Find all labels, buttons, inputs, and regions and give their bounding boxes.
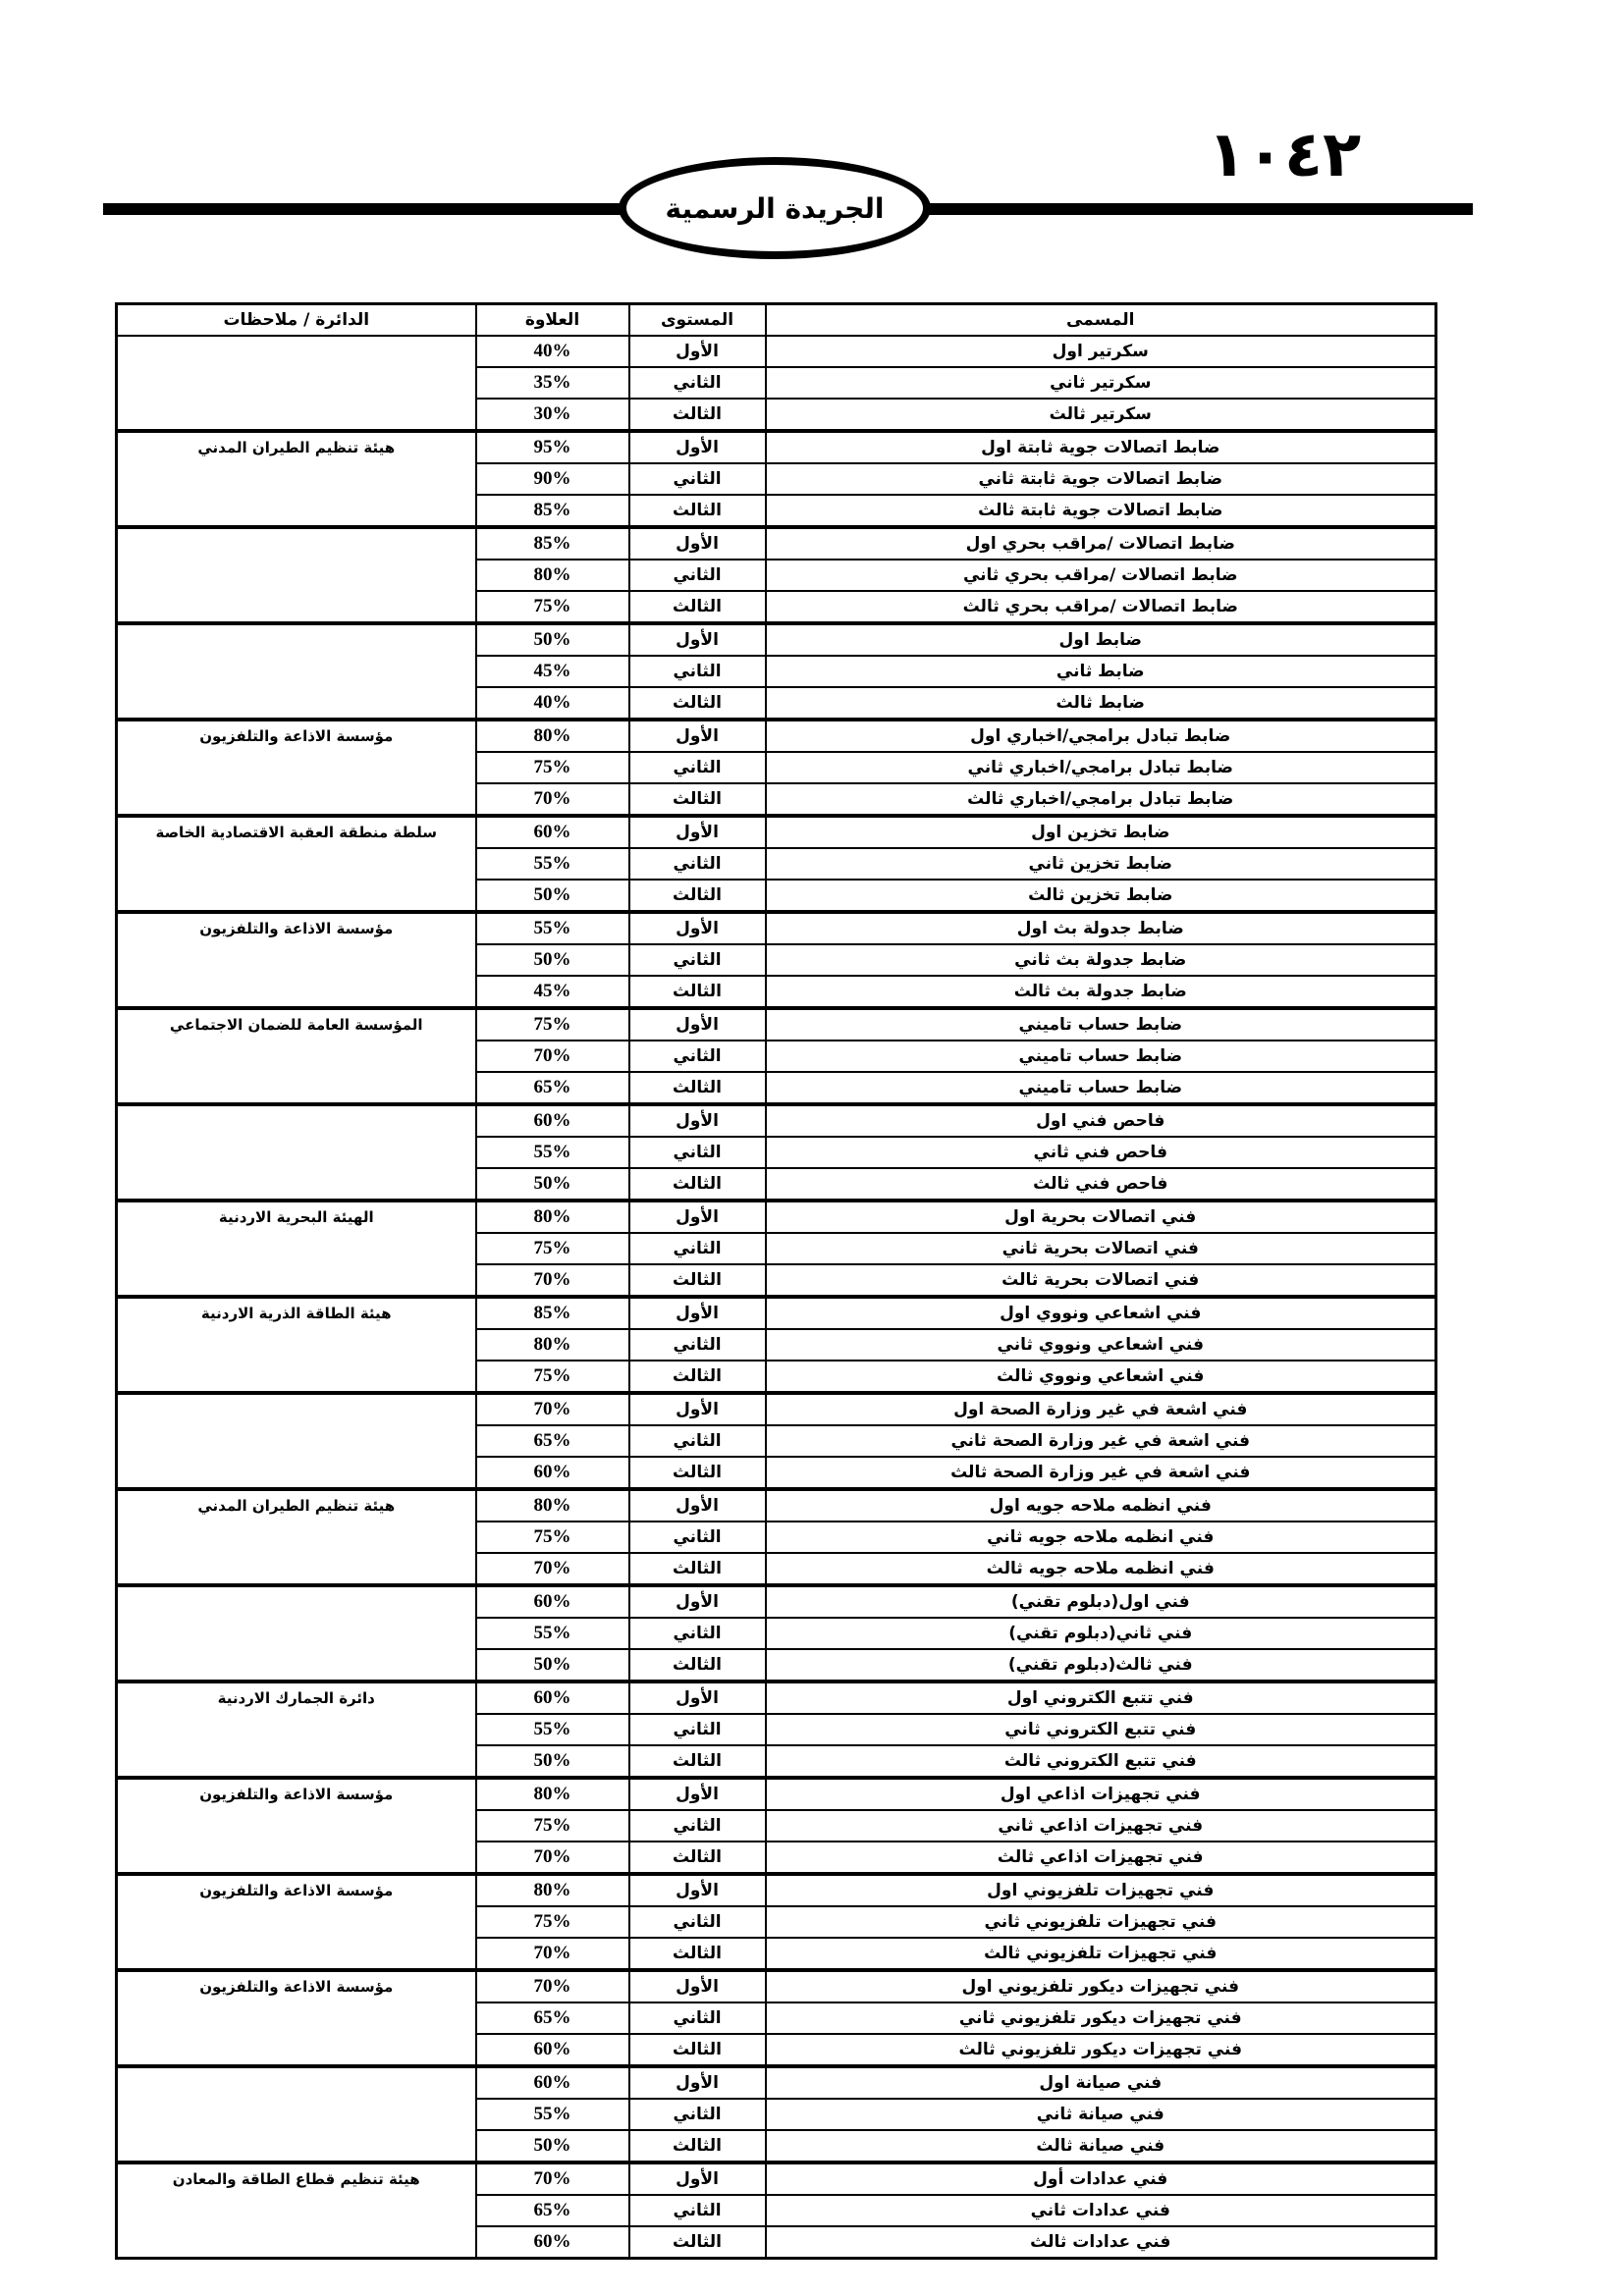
job-title-cell: ضابط جدولة بث ثاني [766, 944, 1436, 976]
job-title-cell: فني تتبع الكتروني اول [766, 1682, 1436, 1714]
level-cell: الثالث [629, 976, 766, 1008]
table-row [117, 1489, 1436, 1522]
level-cell: الأول [629, 1585, 766, 1618]
level-cell: الثالث [629, 2130, 766, 2163]
level-cell: الأول [629, 1874, 766, 1906]
level-cell: الثاني [629, 1425, 766, 1457]
department-cell [117, 336, 476, 431]
level-cell: الثالث [629, 1168, 766, 1201]
header-allowance: العلاوة [476, 304, 629, 337]
level-cell: الأول [629, 2163, 766, 2195]
job-title-cell: فني صيانة اول [766, 2066, 1436, 2099]
job-title-cell: فني انظمه ملاحه جويه ثاني [766, 1522, 1436, 1553]
level-cell: الأول [629, 623, 766, 656]
allowance-cell: 60% [476, 1585, 629, 1618]
level-cell: الأول [629, 1297, 766, 1329]
allowance-cell: 55% [476, 2099, 629, 2130]
job-title-cell: فني عدادات أول [766, 2163, 1436, 2195]
allowance-cell: 55% [476, 1618, 629, 1649]
level-cell: الأول [629, 431, 766, 463]
table-row [117, 1104, 1436, 1137]
department-cell [117, 1104, 476, 1201]
job-title-cell: فني تجهيزات ديكور تلفزيوني ثاني [766, 2002, 1436, 2034]
table-row [117, 1297, 1436, 1329]
level-cell: الثالث [629, 1553, 766, 1585]
table-row [117, 1008, 1436, 1041]
level-cell: الثالث [629, 1072, 766, 1104]
table-row [117, 912, 1436, 944]
allowance-cell: 75% [476, 1233, 629, 1264]
allowance-cell: 55% [476, 1137, 629, 1168]
allowance-cell: 95% [476, 431, 629, 463]
job-title-cell: ضابط تبادل برامجي/اخباري ثاني [766, 752, 1436, 783]
department-cell: هيئة الطاقة الذرية الاردنية [117, 1297, 476, 1393]
allowance-cell: 60% [476, 2034, 629, 2066]
allowance-cell: 35% [476, 367, 629, 399]
level-cell: الثاني [629, 1137, 766, 1168]
job-title-cell: فني تجهيزات تلفزيوني ثاني [766, 1906, 1436, 1938]
level-cell: الثاني [629, 1233, 766, 1264]
department-cell: مؤسسة الاذاعة والتلفزيون [117, 912, 476, 1008]
department-cell: الهيئة البحرية الاردنية [117, 1201, 476, 1297]
department-cell [117, 623, 476, 720]
job-title-cell: ضابط تبادل برامجي/اخباري ثالث [766, 783, 1436, 816]
level-cell: الأول [629, 1778, 766, 1810]
level-cell: الثالث [629, 2226, 766, 2259]
level-cell: الثاني [629, 752, 766, 783]
level-cell: الأول [629, 816, 766, 848]
allowance-cell: 70% [476, 1938, 629, 1970]
level-cell: الثالث [629, 399, 766, 431]
department-cell [117, 1585, 476, 1682]
job-title-cell: فني صيانة ثالث [766, 2130, 1436, 2163]
level-cell: الثالث [629, 495, 766, 527]
table-row [117, 1970, 1436, 2002]
level-cell: الأول [629, 1008, 766, 1041]
job-title-cell: فني اشعة في غير وزارة الصحة ثالث [766, 1457, 1436, 1489]
allowance-cell: 40% [476, 336, 629, 367]
job-title-cell: فني اتصالات بحرية اول [766, 1201, 1436, 1233]
table-row [117, 1585, 1436, 1618]
allowance-cell: 75% [476, 1522, 629, 1553]
job-title-cell: فني تجهيزات اذاعي اول [766, 1778, 1436, 1810]
level-cell: الثاني [629, 1810, 766, 1842]
level-cell: الأول [629, 1489, 766, 1522]
job-title-cell: فني اتصالات بحرية ثالث [766, 1264, 1436, 1297]
allowance-cell: 75% [476, 1810, 629, 1842]
job-title-cell: سكرتير ثالث [766, 399, 1436, 431]
job-title-cell: ضابط اتصالات /مراقب بحري ثالث [766, 591, 1436, 623]
allowance-cell: 70% [476, 1842, 629, 1874]
job-title-cell: ضابط اول [766, 623, 1436, 656]
allowance-cell: 80% [476, 1201, 629, 1233]
job-title-cell: سكرتير اول [766, 336, 1436, 367]
table-row [117, 2066, 1436, 2099]
allowance-cell: 80% [476, 1778, 629, 1810]
allowance-cell: 30% [476, 399, 629, 431]
allowance-cell: 75% [476, 752, 629, 783]
level-cell: الثاني [629, 2195, 766, 2226]
job-title-cell: فني انظمه ملاحه جويه اول [766, 1489, 1436, 1522]
table-row [117, 2163, 1436, 2195]
level-cell: الثاني [629, 656, 766, 687]
department-cell: هيئة تنظيم الطيران المدني [117, 1489, 476, 1585]
allowance-cell: 65% [476, 2002, 629, 2034]
level-cell: الأول [629, 720, 766, 752]
allowance-cell: 50% [476, 1649, 629, 1682]
allowance-cell: 50% [476, 2130, 629, 2163]
job-title-cell: ضابط تخزين ثاني [766, 848, 1436, 880]
allowance-cell: 60% [476, 1104, 629, 1137]
allowance-cell: 60% [476, 2226, 629, 2259]
allowance-cell: 55% [476, 1714, 629, 1745]
allowance-cell: 50% [476, 944, 629, 976]
job-title-cell: فني تجهيزات ديكور تلفزيوني ثالث [766, 2034, 1436, 2066]
job-title-cell: فاحص فني ثاني [766, 1137, 1436, 1168]
table-header-row [117, 304, 1436, 337]
allowance-cell: 70% [476, 783, 629, 816]
table-row [117, 816, 1436, 848]
level-cell: الثاني [629, 560, 766, 591]
allowance-cell: 45% [476, 656, 629, 687]
table-row [117, 1682, 1436, 1714]
job-title-cell: فني اشعة في غير وزارة الصحة اول [766, 1393, 1436, 1425]
table-row [117, 1874, 1436, 1906]
department-cell [117, 1393, 476, 1489]
job-title-cell: ضابط اتصالات جوية ثابتة اول [766, 431, 1436, 463]
department-cell: مؤسسة الاذاعة والتلفزيون [117, 720, 476, 816]
table-row [117, 527, 1436, 560]
level-cell: الثاني [629, 463, 766, 495]
allowance-cell: 65% [476, 1072, 629, 1104]
level-cell: الأول [629, 1104, 766, 1137]
level-cell: الأول [629, 527, 766, 560]
table-row [117, 720, 1436, 752]
header-job-title: المسمى [766, 304, 1436, 337]
table-body [117, 336, 1436, 2259]
job-title-cell: فني تتبع الكتروني ثاني [766, 1714, 1436, 1745]
page-number: ١٠٤٢ [1207, 118, 1362, 191]
level-cell: الأول [629, 1682, 766, 1714]
level-cell: الأول [629, 1201, 766, 1233]
allowance-cell: 85% [476, 527, 629, 560]
allowance-cell: 75% [476, 1008, 629, 1041]
allowance-cell: 70% [476, 1970, 629, 2002]
level-cell: الثاني [629, 944, 766, 976]
job-title-cell: فني اشعاعي ونووي ثالث [766, 1361, 1436, 1393]
job-title-cell: ضابط جدولة بث ثالث [766, 976, 1436, 1008]
allowance-cell: 70% [476, 1041, 629, 1072]
allowance-cell: 70% [476, 1393, 629, 1425]
level-cell: الأول [629, 1970, 766, 2002]
job-title-cell: فني ثالث(دبلوم تقني) [766, 1649, 1436, 1682]
job-title-cell: فني اشعاعي ونووي اول [766, 1297, 1436, 1329]
level-cell: الثاني [629, 1041, 766, 1072]
allowance-cell: 70% [476, 2163, 629, 2195]
level-cell: الأول [629, 336, 766, 367]
level-cell: الثاني [629, 2002, 766, 2034]
allowance-cell: 60% [476, 816, 629, 848]
level-cell: الثالث [629, 1745, 766, 1778]
job-title-cell: ضابط حساب تاميني [766, 1072, 1436, 1104]
header-level: المستوى [629, 304, 766, 337]
banner-title: الجريدة الرسمية [665, 191, 885, 225]
department-cell: مؤسسة الاذاعة والتلفزيون [117, 1778, 476, 1874]
level-cell: الثالث [629, 2034, 766, 2066]
allowance-cell: 75% [476, 1906, 629, 1938]
allowances-table [115, 302, 1437, 2260]
department-cell [117, 2066, 476, 2163]
level-cell: الثالث [629, 1649, 766, 1682]
job-title-cell: ضابط حساب تاميني [766, 1041, 1436, 1072]
job-title-cell: فني صيانة ثاني [766, 2099, 1436, 2130]
allowance-cell: 80% [476, 1489, 629, 1522]
allowance-cell: 70% [476, 1264, 629, 1297]
level-cell: الثاني [629, 1714, 766, 1745]
table-row [117, 431, 1436, 463]
job-title-cell: فاحص فني اول [766, 1104, 1436, 1137]
table-row [117, 1778, 1436, 1810]
allowance-cell: 50% [476, 623, 629, 656]
level-cell: الأول [629, 912, 766, 944]
allowance-cell: 90% [476, 463, 629, 495]
level-cell: الثالث [629, 687, 766, 720]
job-title-cell: ضابط اتصالات /مراقب بحري ثاني [766, 560, 1436, 591]
department-cell: مؤسسة الاذاعة والتلفزيون [117, 1874, 476, 1970]
level-cell: الأول [629, 1393, 766, 1425]
allowance-cell: 60% [476, 2066, 629, 2099]
level-cell: الأول [629, 2066, 766, 2099]
allowance-cell: 75% [476, 591, 629, 623]
allowance-cell: 70% [476, 1553, 629, 1585]
level-cell: الثاني [629, 2099, 766, 2130]
allowance-cell: 75% [476, 1361, 629, 1393]
job-title-cell: ضابط ثاني [766, 656, 1436, 687]
job-title-cell: فاحص فني ثالث [766, 1168, 1436, 1201]
allowance-cell: 55% [476, 848, 629, 880]
department-cell: المؤسسة العامة للضمان الاجتماعي [117, 1008, 476, 1104]
job-title-cell: فني تجهيزات تلفزيوني اول [766, 1874, 1436, 1906]
level-cell: الثالث [629, 1457, 766, 1489]
table-row [117, 336, 1436, 367]
allowance-cell: 80% [476, 720, 629, 752]
gazette-banner [619, 157, 931, 259]
allowance-cell: 65% [476, 1425, 629, 1457]
allowance-cell: 60% [476, 1457, 629, 1489]
department-cell: هيئة تنظيم الطيران المدني [117, 431, 476, 527]
allowance-cell: 50% [476, 1745, 629, 1778]
job-title-cell: ضابط تخزين اول [766, 816, 1436, 848]
allowance-cell: 40% [476, 687, 629, 720]
allowances-table-wrap [115, 302, 1435, 2260]
level-cell: الثاني [629, 1329, 766, 1361]
job-title-cell: فني اتصالات بحرية ثاني [766, 1233, 1436, 1264]
job-title-cell: فني ثاني(دبلوم تقني) [766, 1618, 1436, 1649]
job-title-cell: فني عدادات ثاني [766, 2195, 1436, 2226]
level-cell: الثاني [629, 1906, 766, 1938]
job-title-cell: ضابط اتصالات /مراقب بحري اول [766, 527, 1436, 560]
job-title-cell: ضابط اتصالات جوية ثابتة ثالث [766, 495, 1436, 527]
allowance-cell: 45% [476, 976, 629, 1008]
allowance-cell: 80% [476, 560, 629, 591]
level-cell: الثالث [629, 1938, 766, 1970]
job-title-cell: سكرتير ثاني [766, 367, 1436, 399]
table-row [117, 623, 1436, 656]
allowance-cell: 55% [476, 912, 629, 944]
table-row [117, 1201, 1436, 1233]
job-title-cell: فني اول(دبلوم تقني) [766, 1585, 1436, 1618]
allowance-cell: 85% [476, 1297, 629, 1329]
header-department: الدائرة / ملاحظات [117, 304, 476, 337]
department-cell: دائرة الجمارك الاردنية [117, 1682, 476, 1778]
level-cell: الثالث [629, 783, 766, 816]
job-title-cell: ضابط تبادل برامجي/اخباري اول [766, 720, 1436, 752]
level-cell: الثاني [629, 1618, 766, 1649]
job-title-cell: ضابط تخزين ثالث [766, 880, 1436, 912]
allowance-cell: 50% [476, 1168, 629, 1201]
allowance-cell: 50% [476, 880, 629, 912]
allowance-cell: 85% [476, 495, 629, 527]
department-cell: مؤسسة الاذاعة والتلفزيون [117, 1970, 476, 2066]
level-cell: الثالث [629, 1842, 766, 1874]
job-title-cell: فني اشعاعي ونووي ثاني [766, 1329, 1436, 1361]
job-title-cell: ضابط اتصالات جوية ثابتة ثاني [766, 463, 1436, 495]
department-cell: هيئة تنظيم قطاع الطاقة والمعادن [117, 2163, 476, 2259]
level-cell: الثاني [629, 1522, 766, 1553]
job-title-cell: فني تجهيزات اذاعي ثالث [766, 1842, 1436, 1874]
level-cell: الثالث [629, 591, 766, 623]
allowance-cell: 80% [476, 1874, 629, 1906]
level-cell: الثالث [629, 1264, 766, 1297]
job-title-cell: ضابط جدولة بث اول [766, 912, 1436, 944]
level-cell: الثالث [629, 880, 766, 912]
department-cell [117, 527, 476, 623]
job-title-cell: فني عدادات ثالث [766, 2226, 1436, 2259]
level-cell: الثاني [629, 367, 766, 399]
department-cell: سلطة منطقة العقبة الاقتصادية الخاصة [117, 816, 476, 912]
level-cell: الثالث [629, 1361, 766, 1393]
job-title-cell: فني تجهيزات اذاعي ثاني [766, 1810, 1436, 1842]
table-row [117, 1393, 1436, 1425]
job-title-cell: فني تتبع الكتروني ثالث [766, 1745, 1436, 1778]
job-title-cell: فني اشعة في غير وزارة الصحة ثاني [766, 1425, 1436, 1457]
allowance-cell: 60% [476, 1682, 629, 1714]
job-title-cell: ضابط حساب تاميني [766, 1008, 1436, 1041]
allowance-cell: 80% [476, 1329, 629, 1361]
job-title-cell: فني انظمه ملاحه جويه ثالث [766, 1553, 1436, 1585]
job-title-cell: فني تجهيزات ديكور تلفزيوني اول [766, 1970, 1436, 2002]
level-cell: الثاني [629, 848, 766, 880]
job-title-cell: فني تجهيزات تلفزيوني ثالث [766, 1938, 1436, 1970]
job-title-cell: ضابط ثالث [766, 687, 1436, 720]
allowance-cell: 65% [476, 2195, 629, 2226]
